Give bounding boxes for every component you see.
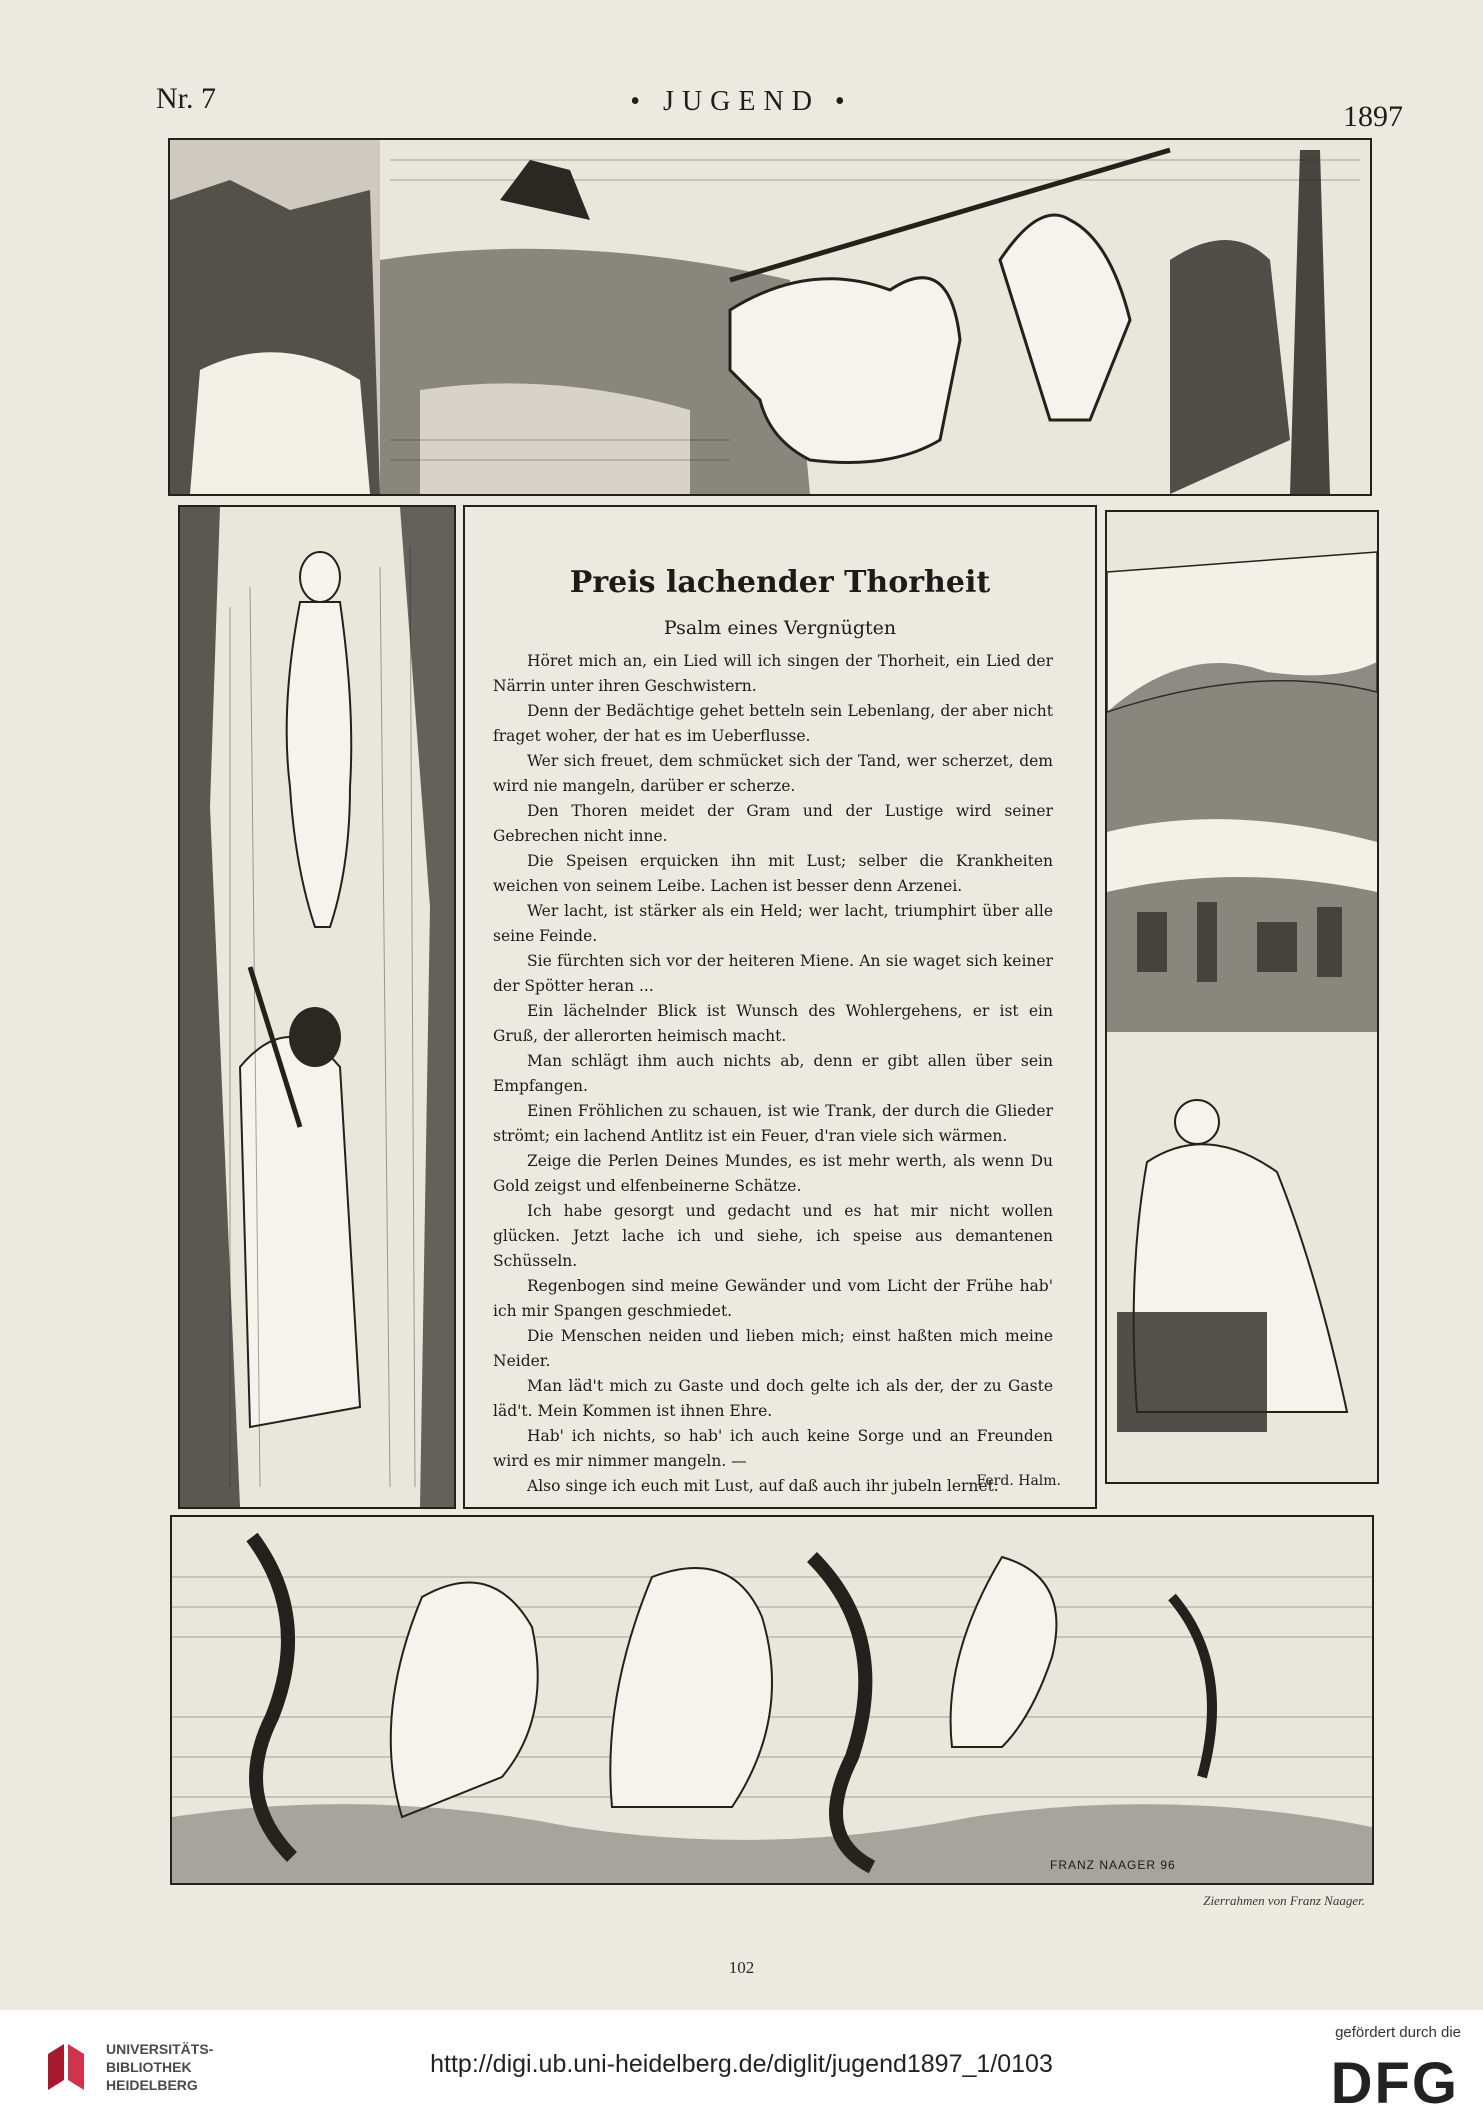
poem-stanza: Einen Fröhlichen zu schauen, ist wie Trank, der durch die Glieder strömt; ein lachend Antlitz ist ein Feuer, d'ran viele sich wärmen.	[493, 1102, 1053, 1145]
poem-stanza: Die Menschen neiden und lieben mich; einst haßten mich meine Neider.	[493, 1327, 1053, 1370]
top-illustration	[168, 138, 1372, 496]
nude-and-piper-drawing	[180, 507, 454, 1507]
poem-stanza: Die Speisen erquicken ihn mit Lust; selber die Krankheiten weichen von seinem Leibe. Lachen ist besser denn Arzenei.	[493, 852, 1053, 895]
poem-stanza: Ich habe gesorgt und gedacht und es hat mir nicht wollen glücken. Jetzt lache ich und siehe, ich speise aus demantenen Schüsseln.	[493, 1202, 1053, 1270]
poem-stanza: Sie fürchten sich vor der heiteren Miene. An sie waget sich keiner der Spötter heran ...	[493, 952, 1053, 995]
poem-stanza: Man schlägt ihm auch nichts ab, denn er gibt allen über sein Empfangen.	[493, 1052, 1053, 1095]
poem-title: Preis lachender Thorheit	[569, 565, 991, 600]
poem-stanza: Wer sich freuet, dem schmücket sich der Tand, wer scherzet, dem wird nie mangeln, darüber er scherze.	[493, 752, 1053, 795]
issue-number: Nr. 7	[156, 82, 216, 115]
left-illustration	[178, 505, 456, 1509]
sea-creatures-drawing	[172, 1517, 1372, 1883]
city-and-woman-drawing	[1107, 512, 1377, 1482]
poem-stanza: Regenbogen sind meine Gewänder und vom Licht der Frühe hab' ich mir Spangen geschmiedet.	[493, 1277, 1053, 1320]
poem-stanza: Also singe ich euch mit Lust, auf daß auch ihr jubeln lernet.	[527, 1477, 999, 1495]
university-library-name: UNIVERSITÄTS- BIBLIOTHEK HEIDELBERG	[106, 2041, 214, 2093]
poem-stanza: Denn der Bedächtige gehet betteln sein Lebenlang, der aber nicht fraget woher, der hat es im Ueberflusse.	[493, 702, 1053, 745]
poem-stanza: Man läd't mich zu Gaste und doch gelte ich als der, der zu Gaste läd't. Mein Kommen ist ihnen Ehre.	[493, 1377, 1053, 1420]
sponsor-label: gefördert durch die	[1335, 2024, 1461, 2041]
dfg-logo: DFG	[1330, 2051, 1459, 2116]
landscape-rider-drawing	[170, 140, 1370, 494]
poem-text-box	[463, 505, 1097, 1509]
poem-subtitle: Psalm eines Vergnügten	[663, 617, 897, 639]
poem-stanza: Wer lacht, ist stärker als ein Held; wer lacht, triumphirt über alle seine Feinde.	[493, 902, 1053, 945]
poem-stanza: Höret mich an, ein Lied will ich singen der Thorheit, ein Lied der Närrin unter ihren Geschwistern.	[493, 652, 1053, 695]
year: 1897	[1343, 100, 1403, 133]
poem-stanza: Zeige die Perlen Deines Mundes, es ist mehr werth, als wenn Du Gold zeigst und elfenbeinerne Schätze.	[493, 1152, 1053, 1195]
right-illustration	[1105, 510, 1379, 1484]
page-number: 102	[728, 1958, 755, 1977]
permalink-url[interactable]: http://digi.ub.uni-heidelberg.de/diglit/jugend1897_1/0103	[430, 2050, 1053, 2078]
poem-stanza: Ein lächelnder Blick ist Wunsch des Wohlergehens, er ist ein Gruß, der allerorten heimisch macht.	[493, 1002, 1053, 1045]
bottom-illustration	[170, 1515, 1374, 1885]
frame-caption: Zierrahmen von Franz Naager.	[1203, 1893, 1365, 1908]
artist-signature: FRANZ NAAGER 96	[1050, 1858, 1176, 1872]
poem-stanza: Den Thoren meidet der Gram und der Lustige wird seiner Gebrechen nicht inne.	[493, 802, 1053, 845]
poem-body	[493, 649, 1053, 1499]
masthead: • JUGEND •	[630, 86, 853, 117]
poem-stanza: Hab' ich nichts, so hab' ich auch keine Sorge und an Freunden wird es mir nimmer mangeln. —	[493, 1427, 1053, 1470]
poem-author: Ferd. Halm.	[976, 1473, 1061, 1489]
